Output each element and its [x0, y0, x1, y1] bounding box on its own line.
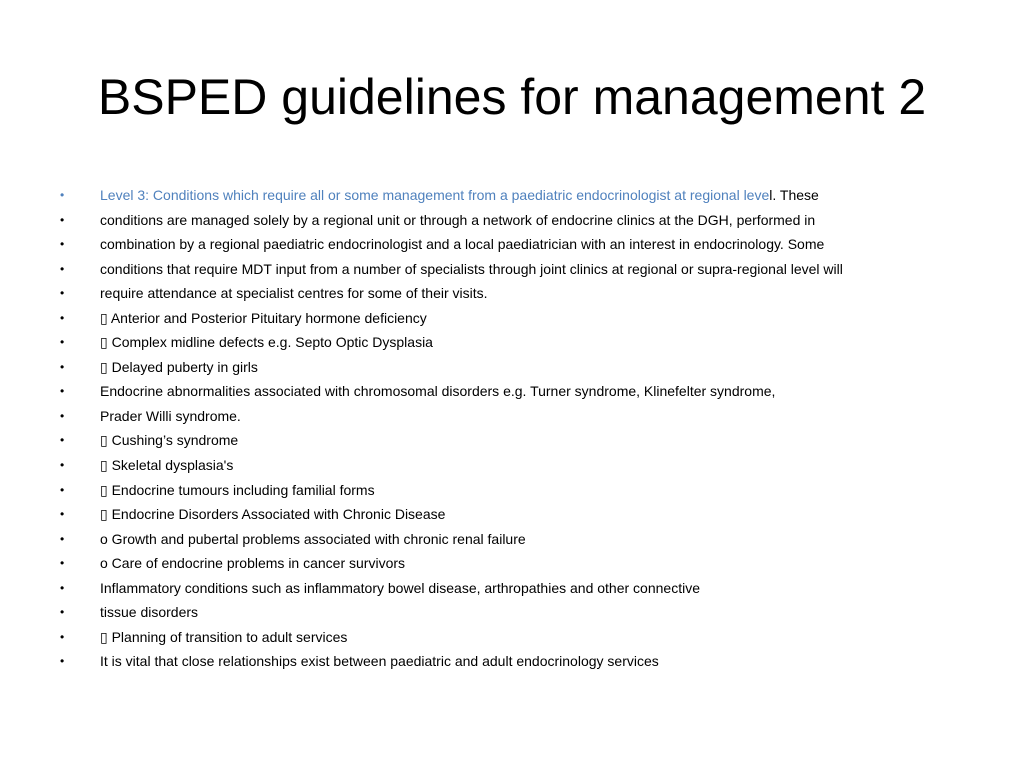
bullet-item: [0, 551, 1024, 576]
bullet-item: [0, 428, 1024, 453]
bullet-text: ▯ Endocrine tumours including familial forms: [100, 481, 375, 498]
bullet-item: [0, 281, 1024, 306]
bullet-text: Endocrine abnormalities associated with chromosomal disorders e.g. Turner syndrome, Klinefelter syndrome,: [100, 383, 776, 400]
bullet-text-rest: l. These: [769, 187, 819, 203]
bullet-icon: •: [60, 605, 65, 620]
bullet-icon: •: [60, 556, 65, 571]
bullet-text: tissue disorders: [100, 604, 199, 621]
bullet-list: [0, 183, 1024, 674]
bullet-text: combination by a regional paediatric endocrinologist and a local paediatrician with an interest in endocrinology. Some: [100, 236, 825, 253]
bullet-item: [0, 478, 1024, 503]
bullet-item: [0, 379, 1024, 404]
bullet-item: [0, 232, 1024, 257]
bullet-text: o Care of endocrine problems in cancer survivors: [100, 555, 406, 572]
bullet-text: Prader Willi syndrome.: [100, 407, 241, 424]
bullet-item: [0, 404, 1024, 429]
bullet-icon: •: [60, 507, 65, 522]
bullet-text: require attendance at specialist centres for some of their visits.: [100, 285, 488, 302]
slide-title: BSPED guidelines for management 2: [97, 69, 927, 125]
bullet-icon: •: [60, 629, 65, 644]
bullet-icon: •: [60, 580, 65, 595]
bullet-text: ▯ Endocrine Disorders Associated with Chronic Disease: [100, 506, 446, 523]
bullet-icon: •: [60, 286, 65, 301]
bullet-item: [0, 502, 1024, 527]
bullet-icon: •: [60, 335, 65, 350]
bullet-text: ▯ Complex midline defects e.g. Septo Optic Dysplasia: [100, 334, 433, 351]
bullet-icon: •: [60, 654, 65, 669]
bullet-item: [0, 183, 1024, 208]
bullet-icon: •: [60, 458, 65, 473]
bullet-item: [0, 625, 1024, 650]
bullet-icon: •: [60, 212, 65, 227]
bullet-text: ▯ Delayed puberty in girls: [100, 358, 258, 375]
bullet-item: [0, 576, 1024, 601]
bullet-icon: •: [60, 531, 65, 546]
bullet-text: conditions that require MDT input from a number of specialists through joint clinics at regional or supra-regional level will: [100, 260, 843, 277]
bullet-text: It is vital that close relationships exist between paediatric and adult endocrinology services: [100, 653, 659, 670]
bullet-icon: •: [60, 237, 65, 252]
bullet-text: [100, 183, 819, 208]
bullet-item: [0, 649, 1024, 674]
bullet-item: [0, 600, 1024, 625]
bullet-icon: •: [60, 188, 65, 202]
bullet-item: [0, 330, 1024, 355]
bullet-item: [0, 306, 1024, 331]
bullet-icon: •: [60, 384, 65, 399]
bullet-icon: •: [60, 482, 65, 497]
bullet-item: [0, 355, 1024, 380]
bullet-text: ▯ Planning of transition to adult services: [100, 628, 348, 645]
bullet-text-highlight: Level 3: Conditions which require all or some management from a paediatric endocrinologist at regional leve: [100, 187, 770, 203]
bullet-text: ▯ Skeletal dysplasia's: [100, 457, 234, 474]
bullet-icon: •: [60, 433, 65, 448]
bullet-text: ▯ Cushing’s syndrome: [100, 432, 239, 449]
bullet-text: conditions are managed solely by a regional unit or through a network of endocrine clinics at the DGH, performed in: [100, 211, 816, 228]
bullet-text: o Growth and pubertal problems associated with chronic renal failure: [100, 530, 526, 547]
bullet-icon: •: [60, 408, 65, 423]
bullet-text: ▯ Anterior and Posterior Pituitary hormone deficiency: [100, 309, 427, 326]
bullet-item: [0, 208, 1024, 233]
bullet-icon: •: [60, 310, 65, 325]
bullet-icon: •: [60, 359, 65, 374]
bullet-icon: •: [60, 261, 65, 276]
bullet-item: [0, 257, 1024, 282]
bullet-item: [0, 453, 1024, 478]
bullet-item: [0, 527, 1024, 552]
bullet-text: Inflammatory conditions such as inflammatory bowel disease, arthropathies and other connective: [100, 579, 700, 596]
